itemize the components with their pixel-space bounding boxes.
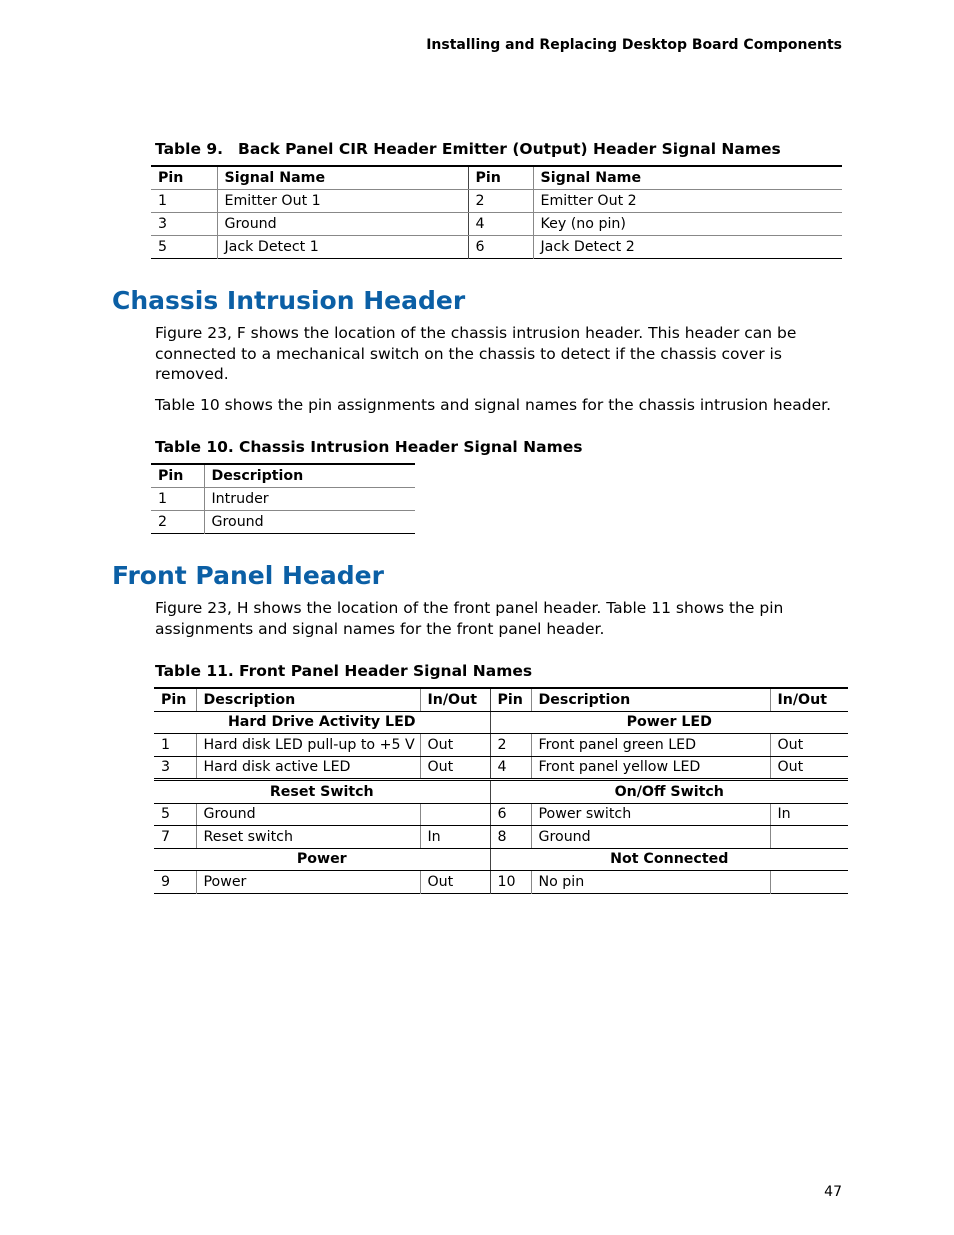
table10 — [151, 463, 415, 534]
table-cell: Emitter Out 1 — [217, 190, 468, 213]
table-row — [154, 734, 848, 757]
chassis-heading: Chassis Intrusion Header — [112, 286, 466, 315]
table-row — [151, 511, 415, 534]
table-header-cell: Pin — [490, 688, 531, 711]
table-cell: In — [420, 826, 490, 849]
table9-caption — [155, 140, 781, 158]
group-label: On/Off Switch — [490, 780, 848, 804]
table-cell: 1 — [151, 488, 204, 511]
group-row — [154, 848, 848, 871]
table-row — [154, 826, 848, 849]
table-row — [154, 803, 848, 826]
table9-caption-number: Table 9. — [155, 140, 224, 158]
table9-caption-title: Back Panel CIR Header Emitter (Output) Header Signal Names — [238, 140, 781, 158]
table-cell: No pin — [531, 871, 770, 894]
table-header-cell: Signal Name — [217, 166, 468, 190]
table-row — [151, 236, 842, 259]
table-cell: Hard disk active LED — [196, 756, 420, 780]
group-label: Hard Drive Activity LED — [154, 711, 490, 734]
running-header: Installing and Replacing Desktop Board Components — [426, 37, 842, 53]
table-cell: Emitter Out 2 — [533, 190, 842, 213]
table-header-cell: Pin — [154, 688, 196, 711]
table-cell: 5 — [151, 236, 217, 259]
table-cell: Out — [420, 756, 490, 780]
front-panel-heading: Front Panel Header — [112, 561, 384, 590]
group-row — [154, 711, 848, 734]
table-cell: 6 — [490, 803, 531, 826]
table-cell: Power switch — [531, 803, 770, 826]
table-cell: 3 — [154, 756, 196, 780]
table-cell: Out — [770, 756, 848, 780]
table-header-cell: In/Out — [420, 688, 490, 711]
table-cell: Ground — [196, 803, 420, 826]
table-cell: Key (no pin) — [533, 213, 842, 236]
table-header-cell: Pin — [468, 166, 533, 190]
table-cell: Hard disk LED pull-up to +5 V — [196, 734, 420, 757]
table-cell: Intruder — [204, 488, 415, 511]
table-cell — [420, 803, 490, 826]
table-header-cell: Signal Name — [533, 166, 842, 190]
front-panel-paragraph-1: Figure 23, H shows the location of the front panel header. Table 11 shows the pin assignments and signal names for the front panel header. — [155, 599, 784, 638]
group-label: Reset Switch — [154, 780, 490, 804]
table-row — [151, 213, 842, 236]
table-row — [151, 190, 842, 213]
table-cell: 1 — [151, 190, 217, 213]
table-header-cell: Pin — [151, 166, 217, 190]
table-row — [154, 871, 848, 894]
table-cell — [770, 826, 848, 849]
table-cell: 10 — [490, 871, 531, 894]
table-cell: Ground — [217, 213, 468, 236]
table-cell: 6 — [468, 236, 533, 259]
table-cell — [770, 871, 848, 894]
table-cell: 1 — [154, 734, 196, 757]
table-cell: 8 — [490, 826, 531, 849]
table-cell: Front panel yellow LED — [531, 756, 770, 780]
table-row — [151, 488, 415, 511]
chassis-paragraph-2: Table 10 shows the pin assignments and signal names for the chassis intrusion header. — [155, 396, 831, 414]
table-cell: Ground — [211, 514, 264, 530]
table-header-row — [151, 464, 415, 488]
group-label: Not Connected — [490, 848, 848, 871]
table-header-row — [151, 166, 842, 190]
table-cell: 7 — [154, 826, 196, 849]
table11-caption-number: Table 11. — [155, 662, 234, 680]
table-header-cell: Pin — [151, 464, 204, 488]
table10-caption-title: Chassis Intrusion Header Signal Names — [239, 438, 583, 456]
table-cell: 9 — [154, 871, 196, 894]
table-cell: Ground — [531, 826, 770, 849]
table-cell: 4 — [468, 213, 533, 236]
table-cell: 4 — [490, 756, 531, 780]
table-cell: Jack Detect 1 — [217, 236, 468, 259]
table-cell: Out — [420, 734, 490, 757]
table-cell: 2 — [151, 511, 204, 534]
table-header-row — [154, 688, 848, 711]
table-cell: Jack Detect 2 — [540, 239, 635, 255]
page-number: 47 — [824, 1184, 842, 1200]
table-cell: Front panel green LED — [531, 734, 770, 757]
group-label: Power — [154, 848, 490, 871]
group-label: Power LED — [490, 711, 848, 734]
table-header-cell: Description — [204, 464, 415, 488]
table11 — [154, 687, 848, 894]
table10-caption — [155, 438, 582, 456]
table-cell: In — [770, 803, 848, 826]
table10-caption-number: Table 10. — [155, 438, 234, 456]
table-header-cell: In/Out — [770, 688, 848, 711]
group-row — [154, 780, 848, 804]
table-cell: Power — [196, 871, 420, 894]
table-cell: 3 — [151, 213, 217, 236]
chassis-paragraph-1: Figure 23, F shows the location of the chassis intrusion header. This header can be connected to a mechanical switch on the chassis to detect if the chassis cover is removed. — [155, 324, 797, 383]
table-header-cell: Description — [196, 688, 420, 711]
table-cell: Reset switch — [196, 826, 420, 849]
table-header-cell: Description — [531, 688, 770, 711]
table-cell: Out — [770, 734, 848, 757]
table-cell: 5 — [154, 803, 196, 826]
table-row — [154, 756, 848, 780]
table-cell: 2 — [468, 190, 533, 213]
table-cell: Out — [420, 871, 490, 894]
table11-caption-title: Front Panel Header Signal Names — [239, 662, 533, 680]
table11-caption — [155, 662, 532, 680]
table9 — [151, 165, 842, 259]
table-cell: 2 — [490, 734, 531, 757]
